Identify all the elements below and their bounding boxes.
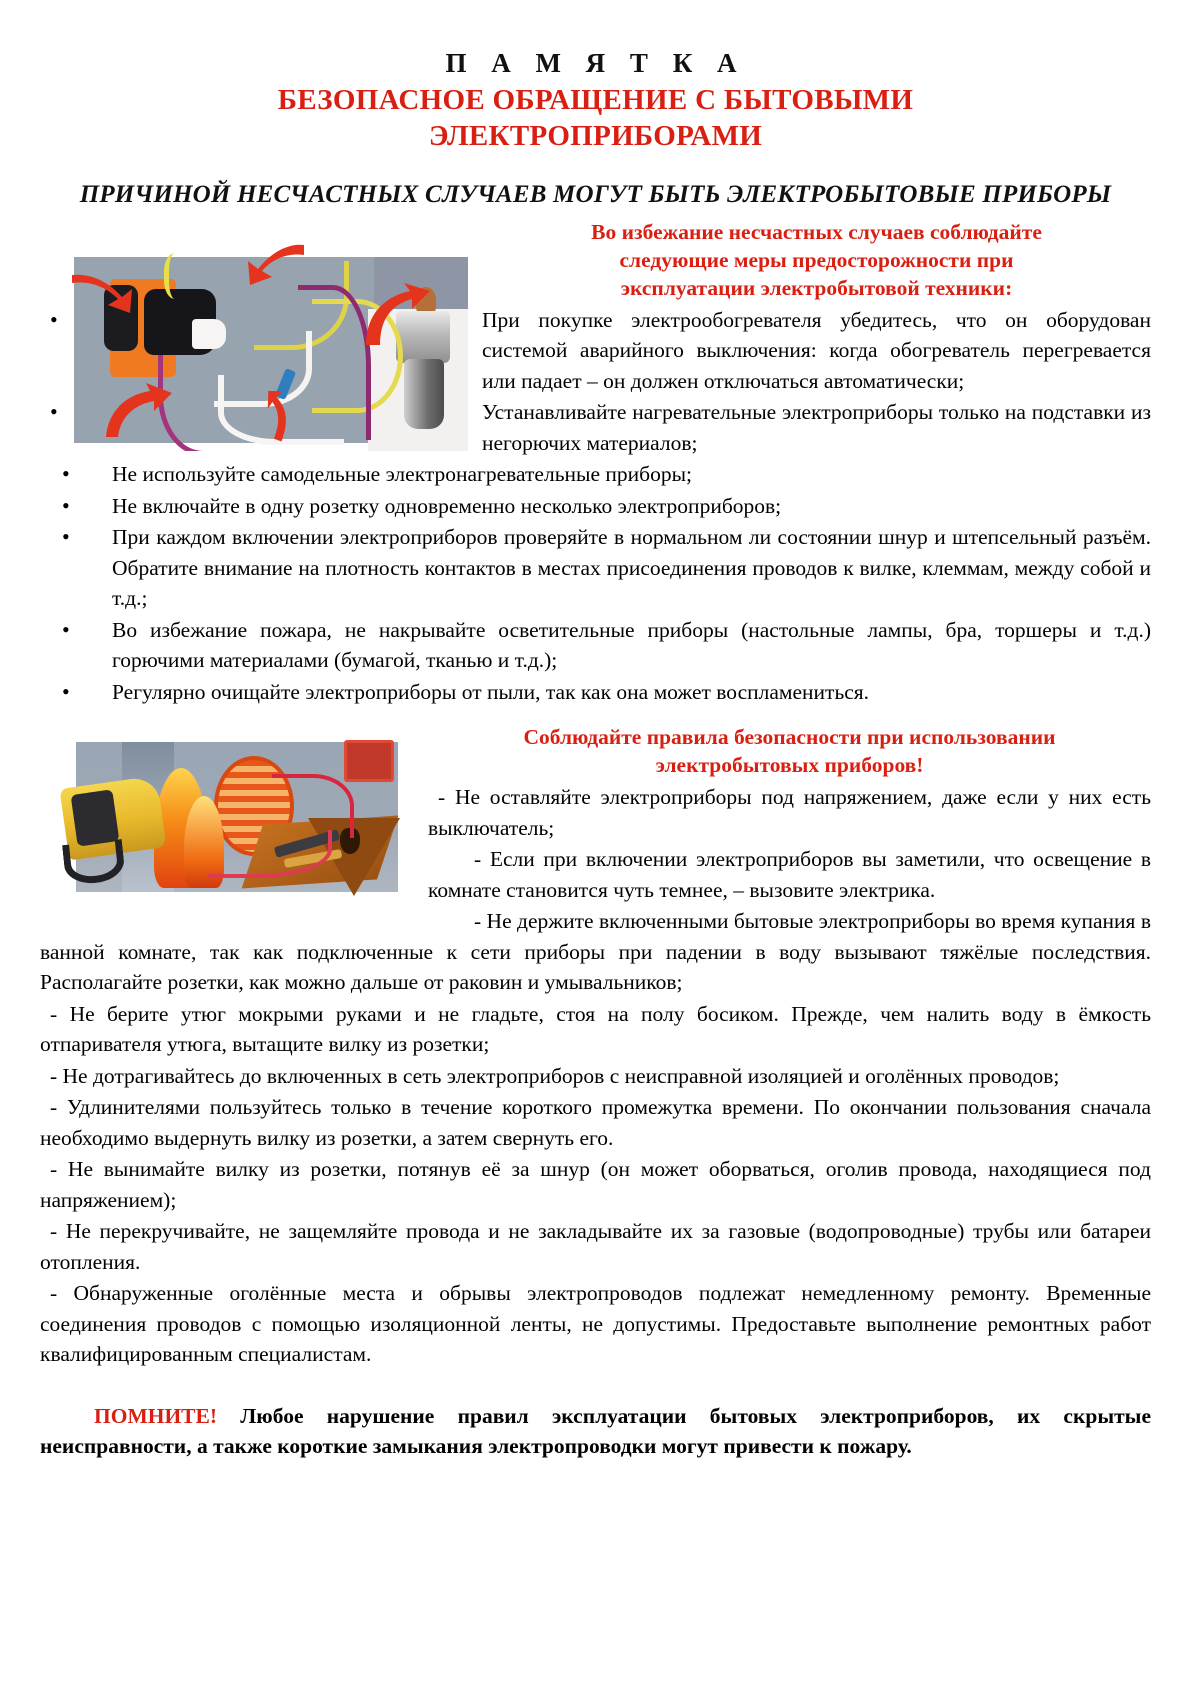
iron-sole-icon xyxy=(71,790,120,847)
document-kicker: П А М Я Т К А xyxy=(445,48,746,78)
page-title-line-1: БЕЗОПАСНОЕ ОБРАЩЕНИЕ С БЫТОВЫМИ xyxy=(277,84,914,117)
section-usage-rules xyxy=(40,724,1151,1371)
section1-heading-line-1: Во избежание несчастных случаев соблюдайте xyxy=(591,219,1042,244)
rule-item: - Не оставляйте электроприборы под напряжением, даже если у них есть выключатель; xyxy=(428,785,1151,840)
page-title xyxy=(40,82,1151,155)
list-item: • Устанавливайте нагревательные электроприборы только на подставки из негорючих материалов; xyxy=(40,397,1151,458)
document-subtitle: ПРИЧИНОЙ НЕСЧАСТНЫХ СЛУЧАЕВ МОГУТ БЫТЬ ЭЛЕКТРОБЫТОВЫЕ ПРИБОРЫ xyxy=(79,180,1112,208)
rule-item: - Не берите утюг мокрыми руками и не гладьте, стоя на полу босиком. Прежде, чем налить воду в ёмкость отпаривателя утюга, вытащите вилку из розетки; xyxy=(40,1001,1151,1057)
rule-item: - Не держите включенными бытовые электроприборы во время купания в ванной комнате, так как подключенные к сети приборы при падении в воду вызывают тяжёлые последствия. Располагайте розетки, как можно дальше от раковин и умывальников; xyxy=(40,909,1151,995)
remember-label: ПОМНИТЕ! xyxy=(94,1403,218,1428)
rule-item: - Если при включении электроприборов вы заметили, что освещение в комнате становится чуть темнее, – вызовите электрика. xyxy=(428,847,1151,902)
remember-text: Любое нарушение правил эксплуатации бытовых электроприборов, их скрытые неисправности, а также короткие замыкания электропроводки могут привести к пожару. xyxy=(40,1403,1151,1459)
list-item: • Регулярно очищайте электроприборы от пыли, так как она может воспламениться. xyxy=(40,677,1151,708)
rule-item: - Обнаруженные оголённые места и обрывы электропроводов подлежат немедленному ремонту. Временные соединения проводов с помощью изоляционной ленты, не допустимы. Предоставьте выполнение ремонтных работ квалифицированным специалистам. xyxy=(40,1281,1151,1367)
photo-burning-appliances xyxy=(58,734,416,924)
rule-item: - Не перекручивайте, не защемляйте провода и не закладывайте их за газовые (водопроводные) трубы или батареи отопления. xyxy=(40,1219,1151,1274)
figure-burning-appliances xyxy=(58,734,416,924)
page-title-line-2: ЭЛЕКТРОПРИБОРАМИ xyxy=(428,120,763,153)
section1-bullet-list xyxy=(40,459,1151,707)
list-item: • При покупке электрообогревателя убедитесь, что он оборудован системой аварийного выключения: когда обогреватель перегревается или падает – он должен отключаться автоматически; xyxy=(40,305,1151,397)
list-item: • Во избежание пожара, не накрывайте осветительные приборы (настольные лампы, бра, торшеры и т.д.) горючими материалами (бумагой, тканью и т.д.); xyxy=(40,615,1151,676)
red-arrow-icon xyxy=(238,243,308,289)
list-item: • Не используйте самодельные электронагревательные приборы; xyxy=(40,459,1151,490)
section2-heading-line-2: электробытовых приборов! xyxy=(655,753,924,778)
list-item: • Не включайте в одну розетку одновременно несколько электроприборов; xyxy=(40,491,1151,522)
section-precautions xyxy=(40,219,1151,709)
section1-heading-line-3: эксплуатации электробытовой техники: xyxy=(620,275,1013,300)
section1-wrapped-bullet-list xyxy=(40,305,1151,459)
red-cord-icon xyxy=(272,774,354,838)
list-item: • При каждом включении электроприборов проверяйте в нормальном ли состоянии шнур и штепсельный разъём. Обратите внимание на плотность контактов в местах присоединения проводов к вилке, клеммам, между собой и т.д.; xyxy=(40,522,1151,614)
section2-heading-line-1: Соблюдайте правила безопасности при использовании xyxy=(523,725,1056,750)
red-panel-icon xyxy=(344,740,394,782)
section1-heading-line-2: следующие меры предосторожности при xyxy=(619,247,1014,272)
footer-warning xyxy=(40,1401,1151,1462)
yellow-wire-icon xyxy=(164,253,191,299)
rule-item: - Не дотрагивайтесь до включенных в сеть электроприборов с неисправной изоляцией и оголённых проводов; xyxy=(50,1063,1060,1088)
rule-item: - Не вынимайте вилку из розетки, потянув её за шнур (он может оборваться, оголив провода, находящиеся под напряжением); xyxy=(40,1157,1151,1212)
rule-item: - Удлинителями пользуйтесь только в течение короткого промежутка времени. По окончании пользования сначала необходимо выдернуть вилку из розетки, а затем свернуть его. xyxy=(40,1095,1151,1150)
